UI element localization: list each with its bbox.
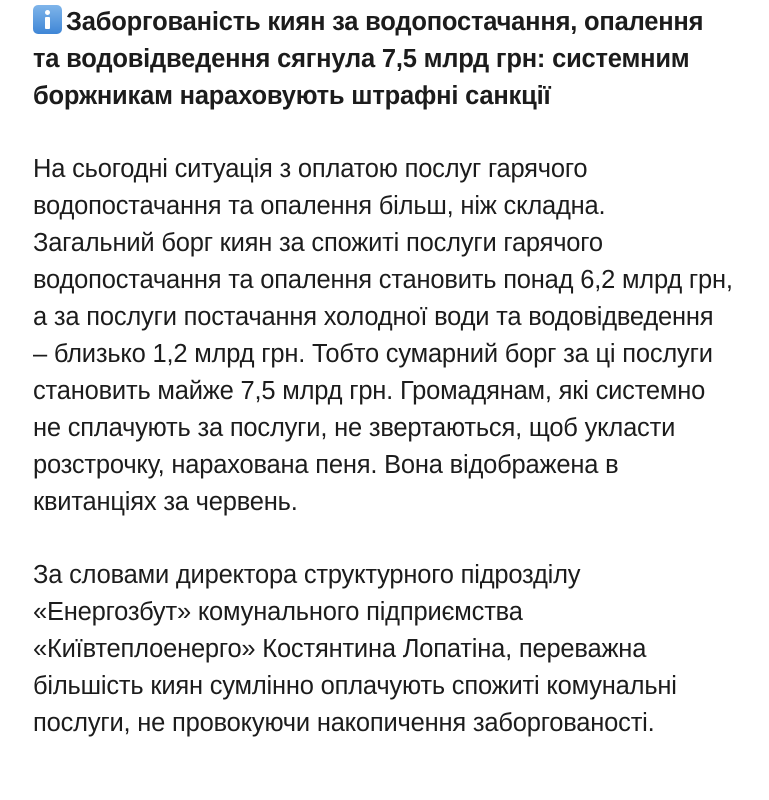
info-icon bbox=[33, 5, 62, 34]
post-paragraph-1: На сьогодні ситуація з оплатою послуг гарячого водопостачання та опалення більш, ніж складна. Загальний борг киян за спожиті послуги гарячого водопостачання та опалення становить понад 6,2 млрд грн, а за послуги постачання холодної води та водовідведення – близько 1,2 млрд грн. Тобто сумарний борг за ці послуги становить майже 7,5 млрд грн. Громадянам, які системно не сплачують за послуги, не звертаються, щоб укласти розстрочку, нарахована пеня. Вона відображена в квитанціях за червень. bbox=[33, 155, 733, 516]
news-post bbox=[33, 4, 733, 742]
post-paragraph-2: За словами директора структурного підрозділу «Енергозбут» комунального підприємства «Київтеплоенерго» Костянтина Лопатіна, переважна більшість киян сумлінно оплачують спожиті комунальні послуги, не провокуючи накопичення заборгованості. bbox=[33, 561, 677, 737]
post-headline-block bbox=[33, 4, 733, 115]
post-headline: Заборгованість киян за водопостачання, опалення та водовідведення сягнула 7,5 млрд грн: системним боржникам нараховують штрафні санкції bbox=[33, 8, 704, 110]
